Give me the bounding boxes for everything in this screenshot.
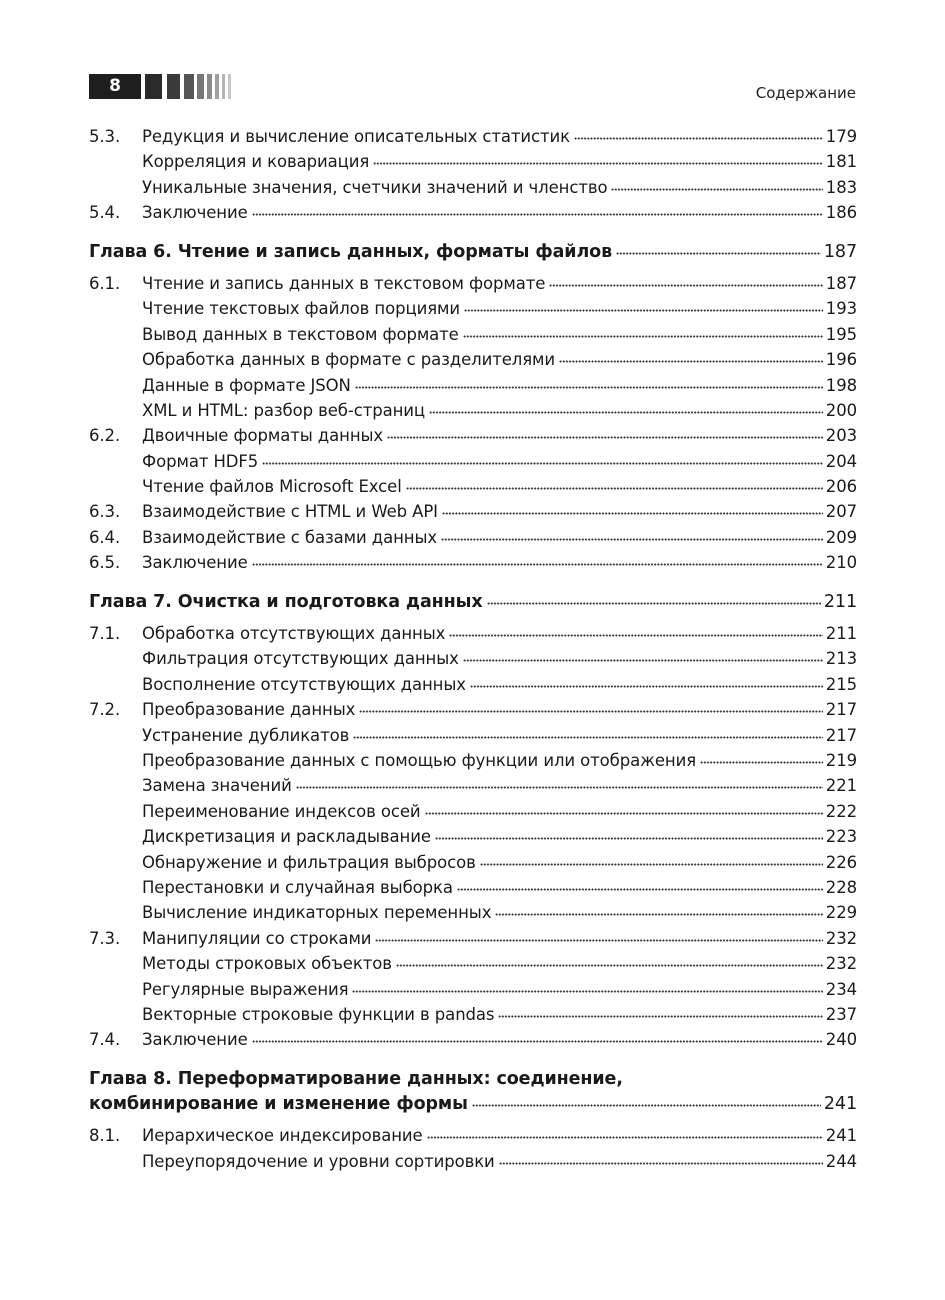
page-ref: 217 [825,700,857,720]
section-number: 6.5. [89,553,121,573]
toc-entry [89,799,857,824]
section-title: Обработка данных в формате с разделителями [142,350,556,370]
page-ref: 232 [825,928,857,948]
page-ref: 240 [825,1030,857,1050]
stripe [222,74,225,99]
toc-entry [89,672,857,697]
section-title: Редукция и вычисление описательных статистик [142,127,570,146]
section-number: 5.3. [89,127,121,146]
section-title: Заключение [142,1030,248,1050]
toc-entry [89,1002,857,1027]
toc-entry [89,1123,857,1148]
section-title: Взаимодействие с базами данных [142,527,438,547]
page-ref: 181 [825,152,857,172]
dot-leader [252,1039,823,1044]
page-ref: 229 [825,903,857,923]
chapter-heading [89,240,857,265]
dot-leader [549,283,822,288]
dot-leader [355,385,823,390]
toc-entry [89,271,857,296]
section-title: Чтение текстовых файлов порциями [142,299,461,319]
toc-entry [89,824,857,849]
page-ref: 210 [825,553,857,573]
page-ref: 193 [825,299,857,319]
toc-entry [89,621,857,646]
section-title: Векторные строковые функции в pandas [142,1004,495,1024]
dot-leader [574,136,823,141]
toc-entry [89,525,857,550]
page-ref: 222 [825,801,857,821]
page-ref: 237 [825,1004,857,1024]
table-of-contents [89,124,857,1174]
page-ref: 219 [825,750,857,770]
stripe [197,74,204,99]
dot-leader [463,334,823,339]
section-title: Обнаружение и фильтрация выбросов [142,852,476,872]
page-ref: 179 [825,127,857,146]
page-ref: 217 [825,725,857,745]
page-ref: 204 [825,451,857,471]
dot-leader [252,212,823,217]
dot-leader [487,601,821,606]
chapter-heading [89,1092,857,1117]
page-ref: 211 [823,591,857,612]
toc-entry [89,951,857,976]
toc-entry [89,124,857,149]
toc-entry [89,347,857,372]
section-title: Иерархическое индексирование [142,1126,423,1146]
page-ref: 215 [825,674,857,694]
section-title: Переименование индексов осей [142,801,421,821]
section-title: Замена значений [142,776,292,796]
section-title: Взаимодействие с HTML и Web API [142,502,438,522]
dot-leader [396,963,823,968]
toc-entry [89,398,857,423]
chapter-heading-line: Глава 8. Переформатирование данных: соединение, [89,1068,623,1089]
section-title: Вывод данных в текстовом формате [142,324,459,344]
toc-entry [89,449,857,474]
page-ref: 206 [825,477,857,497]
chapter-title: Глава 6. Чтение и запись данных, форматы файлов [89,241,613,262]
dot-leader [359,709,823,714]
toc-entry [89,149,857,174]
dot-leader [353,735,823,740]
page-ref: 196 [825,350,857,370]
stripe [228,74,231,99]
dot-leader [616,251,821,256]
dot-leader [352,989,822,994]
page-ref: 241 [825,1126,857,1146]
dot-leader [427,1135,823,1140]
toc-entry [89,322,857,347]
dot-leader [480,862,823,867]
page-ref: 186 [825,203,857,223]
section-title: Уникальные значения, счетчики значений и членство [142,177,608,197]
stripe [215,74,219,99]
toc-entry [89,875,857,900]
chapter-heading [89,590,857,615]
page-ref: 232 [825,954,857,974]
dot-leader [498,1014,822,1019]
page-ref: 244 [825,1151,857,1171]
page-ref: 203 [825,426,857,446]
toc-entry [89,723,857,748]
stripe [167,74,180,99]
dot-leader [373,161,823,166]
section-title: Данные в формате JSON [142,375,351,395]
section-number: 6.1. [89,273,121,293]
section-title: Заключение [142,553,248,573]
toc-entry [89,175,857,200]
toc-entry [89,850,857,875]
page-number: 8 [89,74,141,99]
section-title: Восполнение отсутствующих данных [142,674,466,694]
toc-entry [89,773,857,798]
toc-entry [89,748,857,773]
dot-leader [499,1161,823,1166]
page-ref: 195 [825,324,857,344]
toc-entry [89,697,857,722]
section-number: 8.1. [89,1126,121,1146]
section-title: Методы строковых объектов [142,954,392,974]
section-number: 7.4. [89,1030,121,1050]
dot-leader [252,562,823,567]
chapter-title: Глава 7. Очистка и подготовка данных [89,591,483,612]
section-number: 7.3. [89,928,121,948]
page-ref: 183 [825,177,857,197]
section-title: Двоичные форматы данных [142,426,384,446]
stripe [184,74,194,99]
page-ref: 228 [825,877,857,897]
toc-entry [89,1149,857,1174]
toc-entry [89,474,857,499]
dot-leader [442,511,823,516]
page-ref: 207 [825,502,857,522]
page-ref: 241 [823,1094,857,1115]
toc-entry [89,550,857,575]
toc-entry [89,499,857,524]
section-title: Переупорядочение и уровни сортировки [142,1151,495,1171]
section-number: 7.1. [89,624,121,644]
page-ref: 211 [825,624,857,644]
page-ref: 223 [825,827,857,847]
page-ref: 209 [825,527,857,547]
section-title: Манипуляции со строками [142,928,372,948]
dot-leader [425,811,823,816]
dot-leader [406,486,823,491]
dot-leader [463,658,823,663]
section-title: Преобразование данных с помощью функции или отображения [142,750,697,770]
section-title: Корреляция и ковариация [142,152,370,172]
dot-leader [457,887,823,892]
toc-entry [89,977,857,1002]
section-number: 6.4. [89,527,121,547]
dot-leader [441,537,823,542]
chapter-title: комбинирование и изменение формы [89,1094,468,1115]
page-ref: 187 [825,273,857,293]
section-title: Регулярные выражения [142,979,349,999]
dot-leader [296,785,823,790]
page-ref: 226 [825,852,857,872]
dot-leader [387,435,823,440]
section-title: XML и HTML: разбор веб-страниц [142,400,426,420]
dot-leader [559,359,823,364]
dot-leader [429,410,823,415]
section-title: Перестановки и случайная выборка [142,877,453,897]
page-ref: 200 [825,400,857,420]
toc-entry [89,1027,857,1052]
section-title: Чтение и запись данных в текстовом формате [142,273,546,293]
page-ref: 213 [825,649,857,669]
section-title: Устранение дубликатов [142,725,350,745]
section-number: 6.3. [89,502,121,522]
section-title: Обработка отсутствующих данных [142,624,446,644]
page-ref: 234 [825,979,857,999]
section-title: Дискретизация и раскладывание [142,827,431,847]
section-title: Преобразование данных [142,700,356,720]
toc-entry [89,423,857,448]
toc-entry [89,900,857,925]
stripe [145,74,162,99]
section-number: 5.4. [89,203,121,223]
section-title: Вычисление индикаторных переменных [142,903,492,923]
stripe [207,74,212,99]
toc-entry [89,373,857,398]
toc-entry [89,926,857,951]
section-title: Заключение [142,203,248,223]
running-title: Содержание [755,84,856,102]
page-ref: 198 [825,375,857,395]
dot-leader [495,912,822,917]
dot-leader [435,836,823,841]
dot-leader [375,938,822,943]
dot-leader [700,760,823,765]
page-ref: 221 [825,776,857,796]
dot-leader [470,684,823,689]
toc-entry [89,200,857,225]
toc-entry [89,646,857,671]
dot-leader [611,187,822,192]
dot-leader [464,308,823,313]
section-title: Фильтрация отсутствующих данных [142,649,459,669]
toc-entry [89,296,857,321]
section-number: 6.2. [89,426,121,446]
section-number: 7.2. [89,700,121,720]
section-title: Формат HDF5 [142,451,259,471]
page-ref: 187 [823,241,857,262]
dot-leader [472,1103,821,1108]
dot-leader [449,633,822,638]
section-title: Чтение файлов Microsoft Excel [142,477,402,497]
dot-leader [262,461,823,466]
